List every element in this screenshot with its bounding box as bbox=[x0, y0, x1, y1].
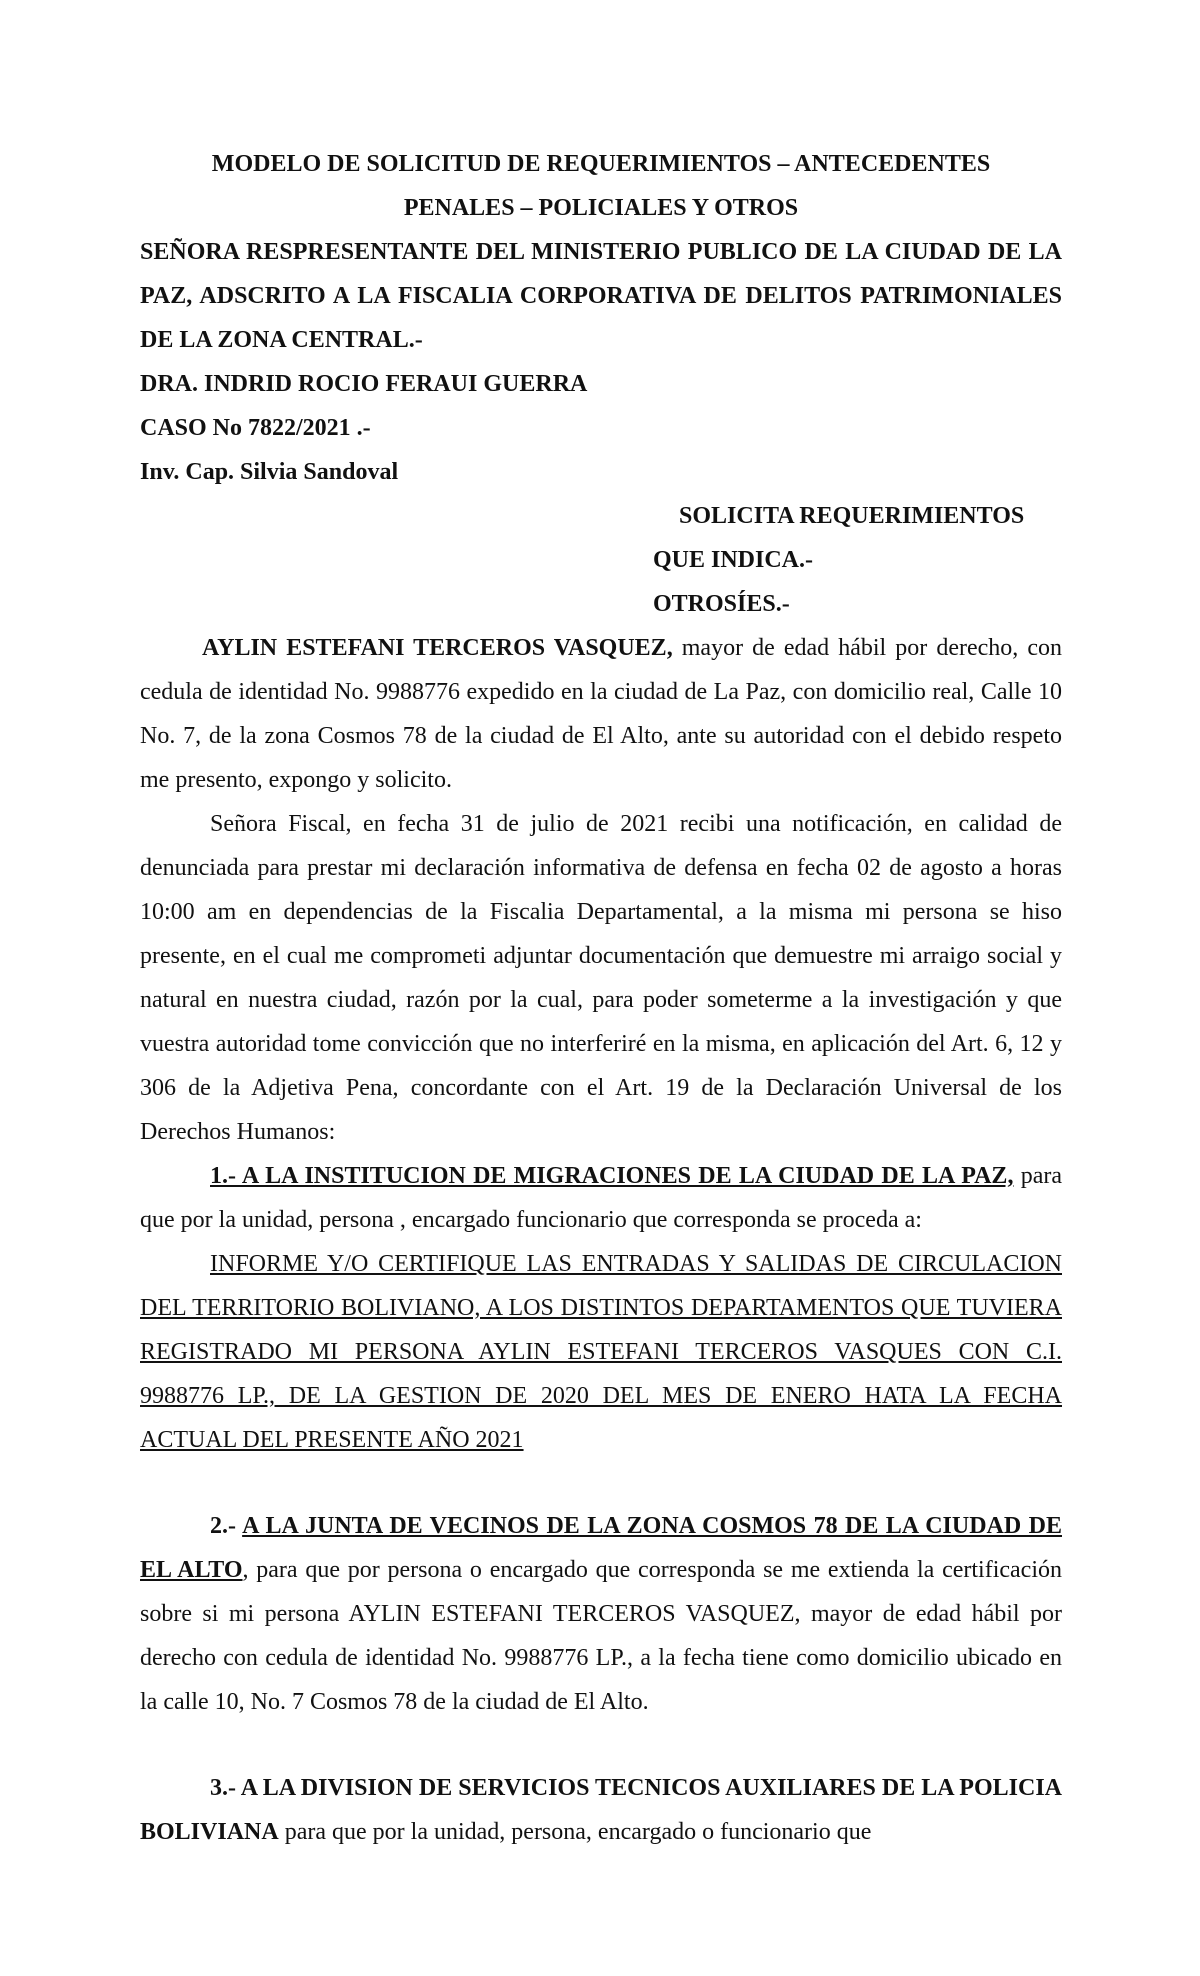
item-1-text: para que por la unidad, persona , encargado funcionario que corresponda se proceda a: bbox=[140, 1163, 1062, 1233]
summary-line-1: SOLICITA REQUERIMIENTOS bbox=[679, 503, 1025, 529]
item-3-heading: 3.- A LA DIVISION DE SERVICIOS TECNICOS AUXILIARES DE LA POLICIA BOLIVIANA bbox=[140, 1775, 1062, 1845]
intro-text: mayor de edad hábil por derecho, con cedula de identidad No. 9988776 expedido en la ciudad de La Paz, con domicilio real, Calle 10 No. 7, de la zona Cosmos 78 de la ciudad de El Alto, ante su autoridad con el debido respeto me presento, expongo y solicito. bbox=[140, 635, 1063, 793]
spacer bbox=[140, 1724, 1062, 1766]
summary-line-3: OTROSÍES.- bbox=[653, 591, 790, 617]
item-2-heading: A LA JUNTA DE VECINOS DE LA ZONA COSMOS 78 DE LA CIUDAD DE EL ALTO bbox=[140, 1513, 1062, 1583]
case-number: CASO No 7822/2021 .- bbox=[140, 415, 371, 441]
title-line-1: MODELO DE SOLICITUD DE REQUERIMIENTOS – ANTECEDENTES bbox=[211, 151, 991, 177]
item-3-text: para que por la unidad, persona, encargado o funcionario que bbox=[278, 1819, 872, 1845]
item-2-number: 2.- bbox=[210, 1513, 243, 1539]
investigator-name: Inv. Cap. Silvia Sandoval bbox=[140, 459, 399, 485]
prosecutor-name: DRA. INDRID ROCIO FERAUI GUERRA bbox=[140, 371, 588, 397]
summary-line-2: QUE INDICA.- bbox=[653, 547, 814, 573]
item-2-text: , para que por persona o encargado que corresponda se me extienda la certificación sobre si mi persona AYLIN ESTEFANI TERCEROS VASQUEZ, mayor de edad hábil por derecho con cedula de identidad No. 9988776 LP., a la fecha tiene como domicilio ubicado en la calle 10, No. 7 Cosmos 78 de la ciudad de El Alto. bbox=[140, 1557, 1062, 1715]
document-title bbox=[140, 142, 1062, 230]
applicant-name: AYLIN ESTEFANI TERCEROS VASQUEZ, bbox=[202, 635, 673, 661]
document-body bbox=[140, 142, 1062, 1854]
intro-paragraph bbox=[140, 626, 1062, 802]
body-paragraph: Señora Fiscal, en fecha 31 de julio de 2021 recibi una notificación, en calidad de denunciada para prestar mi declaración informativa de defensa en fecha 02 de agosto a horas 10:00 am en dependencias de la Fiscalia Departamental, a la misma mi persona se hiso presente, en el cual me comprometi adjuntar documentación que demuestre mi arraigo social y natural en nuestra ciudad, razón por la cual, para poder someterme a la investigación y que vuestra autoridad tome convicción que no interferiré en la misma, en aplicación del Art. 6, 12 y 306 de la Adjetiva Pena, concordante con el Art. 19 de la Declaración Universal de los Derechos Humanos: bbox=[140, 811, 1062, 1145]
spacer bbox=[140, 1462, 1062, 1504]
item-1-heading: 1.- A LA INSTITUCION DE MIGRACIONES DE LA CIUDAD DE LA PAZ, bbox=[210, 1163, 1014, 1189]
title-line-2: PENALES – POLICIALES Y OTROS bbox=[403, 195, 799, 221]
item-1-request: INFORME Y/O CERTIFIQUE LAS ENTRADAS Y SALIDAS DE CIRCULACION DEL TERRITORIO BOLIVIANO, A LOS DISTINTOS DEPARTAMENTOS QUE TUVIERA REGISTRADO MI PERSONA AYLIN ESTEFANI TERCEROS VASQUES CON C.I. 9988776 LP., DE LA GESTION DE 2020 DEL MES DE ENERO HATA LA FECHA ACTUAL DEL PRESENTE AÑO 2021 bbox=[140, 1251, 1062, 1453]
item-3 bbox=[140, 1766, 1062, 1854]
item-2 bbox=[140, 1504, 1062, 1724]
request-summary bbox=[653, 494, 1062, 626]
item-1 bbox=[140, 1154, 1062, 1242]
addressee: SEÑORA RESPRESENTANTE DEL MINISTERIO PUBLICO DE LA CIUDAD DE LA PAZ, ADSCRITO A LA FISCALIA CORPORATIVA DE DELITOS PATRIMONIALES DE LA ZONA CENTRAL.- bbox=[140, 239, 1062, 353]
